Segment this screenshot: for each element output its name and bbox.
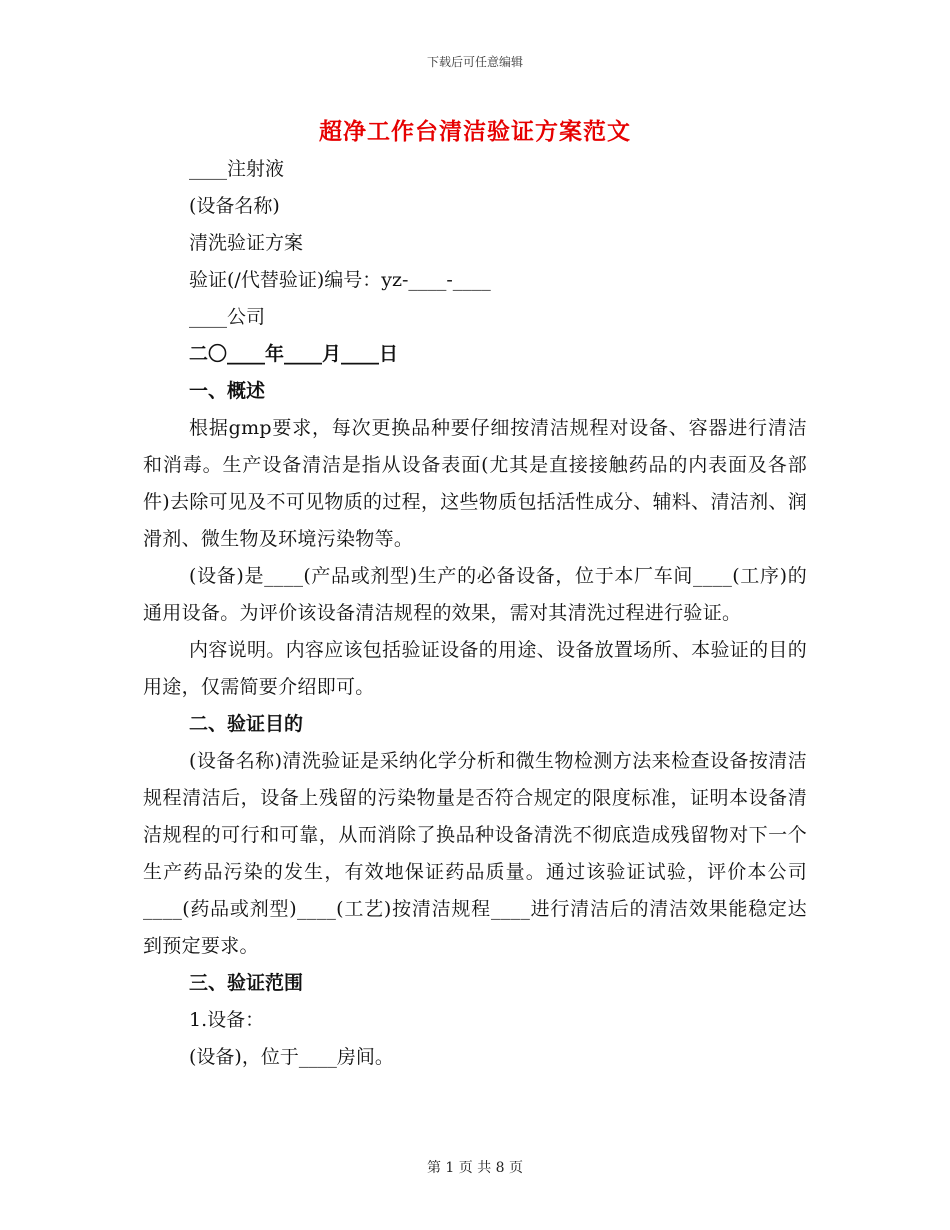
cover-line-validation-number: 验证(/代替验证)编号：yz-____-____ bbox=[189, 269, 491, 291]
scope-item-text: (设备)，位于____房间。 bbox=[189, 1046, 394, 1068]
date-line: 二〇____年____月____日 bbox=[189, 343, 399, 365]
section-heading-purpose: 二、验证目的 bbox=[189, 713, 304, 735]
page-footer-number: 第 1 页 共 8 页 bbox=[426, 1160, 524, 1176]
document-title: 超净工作台清洁验证方案范文 bbox=[319, 118, 631, 145]
section-heading-scope: 三、验证范围 bbox=[189, 972, 304, 994]
overview-paragraph: 根据gmp要求，每次更换品种要仔细按清洁规程对设备、容器进行清洁和消毒。生产设备清洁是指从设备表面(尤其是直接接触药品的内表面及各部件)去除可见及不可见物质的过程，这些物质包括活性成分、辅料、清洁剂、润滑剂、微生物及环境污染物等。 bbox=[143, 417, 807, 550]
cover-line-injection: ____注射液 bbox=[189, 158, 285, 180]
cover-line-plan-name: 清洗验证方案 bbox=[189, 232, 304, 254]
document-body bbox=[143, 151, 807, 1076]
cover-line-equipment-name: (设备名称) bbox=[189, 195, 280, 217]
cover-line-company: ____公司 bbox=[189, 306, 266, 328]
page-header-note: 下载后可任意编辑 bbox=[426, 55, 523, 69]
scope-item-label: 1.设备： bbox=[189, 1009, 265, 1031]
overview-paragraph: (设备)是____(产品或剂型)生产的必备设备，位于本厂车间____(工序)的通用设备。为评价该设备清洁规程的效果，需对其清洗过程进行验证。 bbox=[143, 565, 807, 624]
section-heading-overview: 一、概述 bbox=[189, 380, 266, 402]
overview-paragraph: 内容说明。内容应该包括验证设备的用途、设备放置场所、本验证的目的用途，仅需简要介绍即可。 bbox=[143, 639, 807, 698]
purpose-paragraph: (设备名称)清洗验证是采纳化学分析和微生物检测方法来检查设备按清洁规程清洁后，设备上残留的污染物量是否符合规定的限度标准，证明本设备清洁规程的可行和可靠，从而消除了换品种设备清洗不彻底造成残留物对下一个生产药品污染的发生，有效地保证药品质量。通过该验证试验，评价本公司____(药品或剂型)____(工艺)按清洁规程____进行清洁后的清洁效果能稳定达到预定要求。 bbox=[143, 750, 807, 957]
